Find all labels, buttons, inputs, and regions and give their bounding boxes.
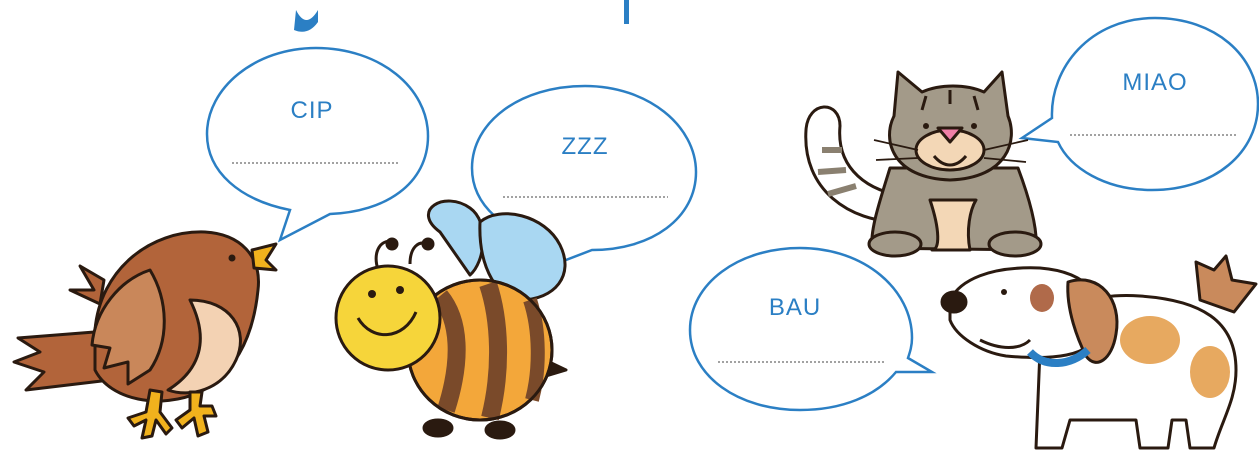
cat-icon: [806, 72, 1041, 256]
bubble-dog: [690, 248, 932, 410]
bubble-bee-text: ZZZ: [561, 133, 609, 160]
bee-icon: [336, 201, 566, 438]
dog-icon: [942, 256, 1256, 448]
bubble-bird: [207, 48, 428, 240]
bubble-bird-text: CIP: [290, 97, 334, 124]
cropped-title-fragment: [294, 0, 629, 32]
bubble-cat-text: MIAO: [1122, 69, 1188, 96]
bubble-dog-text: BAU: [768, 294, 822, 321]
bird-icon: [14, 232, 276, 438]
bubble-cat: [1022, 18, 1258, 190]
